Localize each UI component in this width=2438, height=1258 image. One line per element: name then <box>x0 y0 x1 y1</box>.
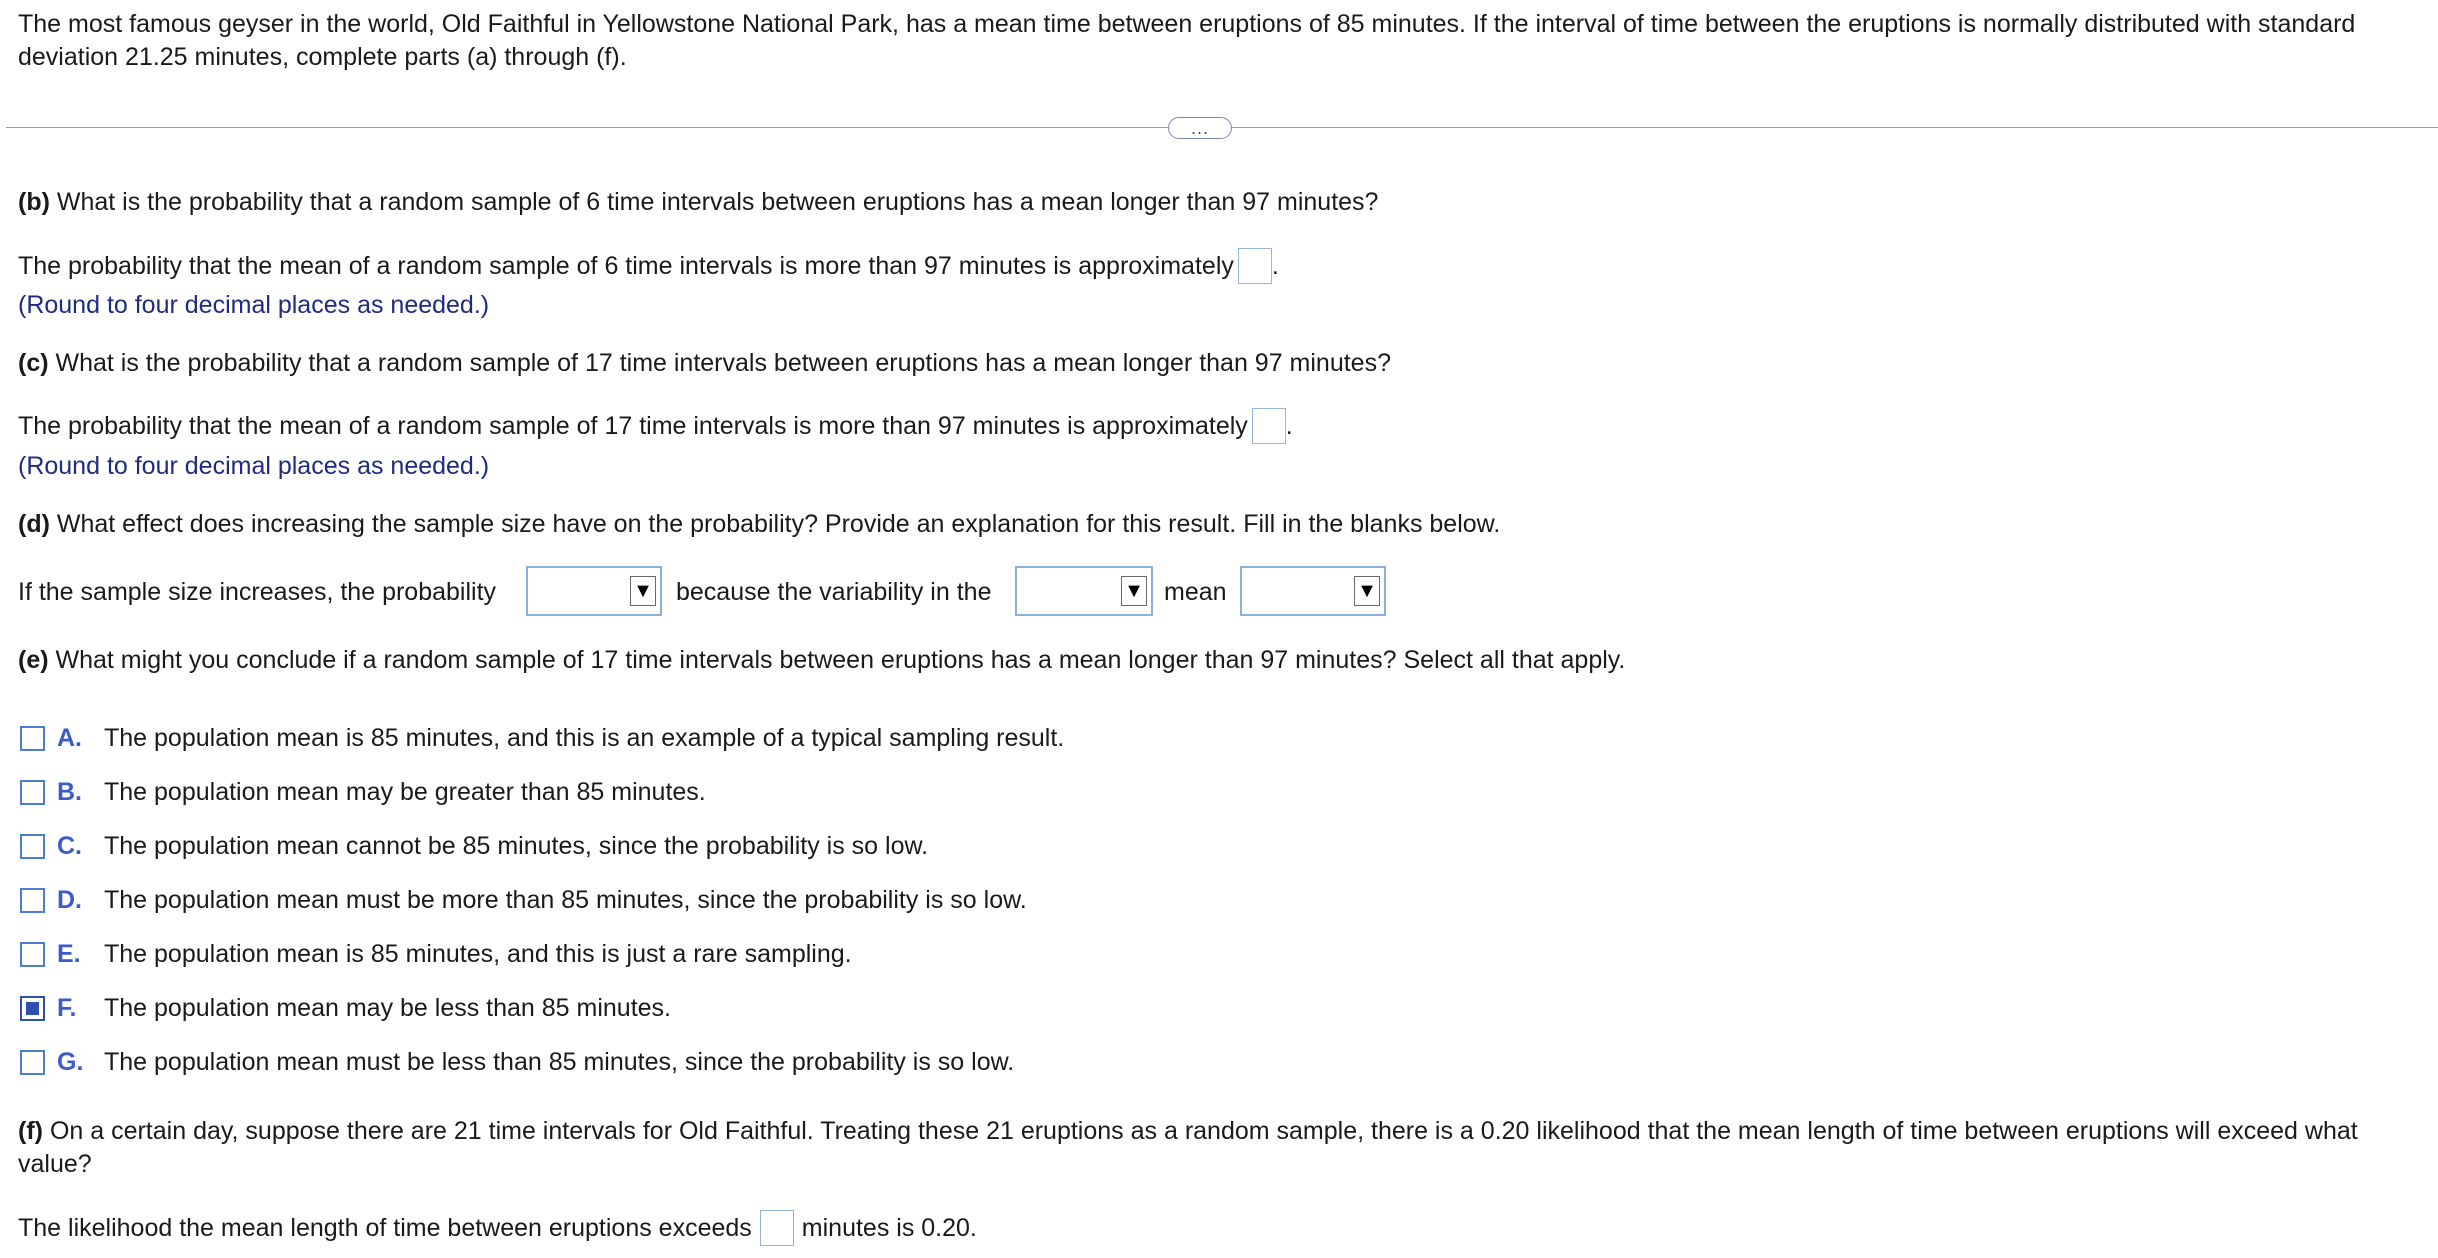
dropdown-arrow-icon: ▼ <box>1354 576 1380 606</box>
option-c-checkbox[interactable] <box>20 834 45 859</box>
part-b-question <box>18 188 1378 217</box>
option-c-text: The population mean cannot be 85 minutes, since the probability is so low. <box>104 831 929 860</box>
option-a-letter: A. <box>57 723 82 752</box>
dropdown-arrow-icon: ▼ <box>1121 576 1147 606</box>
dropdown-arrow-icon: ▼ <box>630 576 656 606</box>
variability-dropdown[interactable] <box>1015 566 1153 616</box>
part-b-label: (b) <box>18 188 50 216</box>
part-e-question-text: What might you conclude if a random sample of 17 time intervals between eruptions has a mean longer than 97 minutes? Select all that apply. <box>55 646 1626 674</box>
option-b-checkbox[interactable] <box>20 780 45 805</box>
more-button[interactable]: ... <box>1168 117 1232 139</box>
option-e-text: The population mean is 85 minutes, and this is just a rare sampling. <box>104 939 852 968</box>
option-d[interactable] <box>20 885 1027 915</box>
part-c-answer-line: The probability that the mean of a random sample of 17 time intervals is more than 97 minutes is approximately . <box>18 408 1293 444</box>
option-d-text: The population mean must be more than 85 minutes, since the probability is so low. <box>104 885 1027 914</box>
part-d-text-3: mean <box>1164 578 1227 606</box>
option-b-text: The population mean may be greater than 85 minutes. <box>104 777 706 806</box>
part-f-text-1: The likelihood the mean length of time between eruptions exceeds <box>18 1213 752 1242</box>
part-b-answer-line: The probability that the mean of a random sample of 6 time intervals is more than 97 minutes is approximately . <box>18 248 1279 284</box>
part-b-question-text: What is the probability that a random sample of 6 time intervals between eruptions has a mean longer than 97 minutes? <box>56 188 1379 216</box>
part-f-text-2: minutes is 0.20. <box>801 1213 977 1242</box>
option-e-letter: E. <box>57 939 81 968</box>
part-c-question-text: What is the probability that a random sample of 17 time intervals between eruptions has a mean longer than 97 minutes? <box>55 349 1391 377</box>
option-f-letter: F. <box>57 993 77 1022</box>
option-a-checkbox[interactable] <box>20 726 45 751</box>
part-b-hint: (Round to four decimal places as needed.) <box>18 291 490 319</box>
mean-effect-dropdown[interactable] <box>1240 566 1386 616</box>
option-a[interactable] <box>20 723 1064 753</box>
part-d-text-2: because the variability in the <box>676 578 992 606</box>
option-g-letter: G. <box>57 1047 84 1076</box>
option-f-text: The population mean may be less than 85 minutes. <box>104 993 672 1022</box>
part-e-label: (e) <box>18 646 49 674</box>
option-g[interactable] <box>20 1047 1014 1077</box>
part-c-question <box>18 349 1391 378</box>
part-d-text-1: If the sample size increases, the probability <box>18 578 497 606</box>
option-a-text: The population mean is 85 minutes, and this is an example of a typical sampling result. <box>104 723 1065 752</box>
part-b-answer-text: The probability that the mean of a random sample of 6 time intervals is more than 97 minutes is approximately <box>18 251 1234 280</box>
option-g-text: The population mean must be less than 85 minutes, since the probability is so low. <box>104 1047 1015 1076</box>
option-e[interactable] <box>20 939 852 969</box>
option-c-letter: C. <box>57 831 82 860</box>
part-c-label: (c) <box>18 349 49 377</box>
option-d-letter: D. <box>57 885 82 914</box>
part-f-answer-input[interactable] <box>760 1210 794 1246</box>
checked-mark-icon <box>26 1002 39 1015</box>
part-f-answer-line <box>18 1210 977 1246</box>
option-c[interactable] <box>20 831 928 861</box>
option-f-checkbox[interactable] <box>20 996 45 1021</box>
part-b-answer-input[interactable] <box>1238 248 1272 284</box>
option-f[interactable] <box>20 993 671 1023</box>
part-d-question-text: What effect does increasing the sample size have on the probability? Provide an explanation for this result. Fill in the blanks below. <box>56 510 1501 538</box>
option-e-checkbox[interactable] <box>20 942 45 967</box>
part-e-question <box>18 646 1625 675</box>
part-f-label: (f) <box>18 1117 43 1145</box>
part-d-question <box>18 510 1500 539</box>
part-f-question <box>18 1115 2418 1181</box>
part-c-answer-input[interactable] <box>1252 408 1286 444</box>
probability-change-dropdown[interactable] <box>526 566 662 616</box>
option-b-letter: B. <box>57 777 82 806</box>
option-b[interactable] <box>20 777 706 807</box>
part-d-label: (d) <box>18 510 50 538</box>
option-d-checkbox[interactable] <box>20 888 45 913</box>
problem-intro: The most famous geyser in the world, Old Faithful in Yellowstone National Park, has a mean time between eruptions of 85 minutes. If the interval of time between the eruptions is normally distributed with standard deviation 21.25 minutes, complete parts (a) through (f). <box>18 10 2356 71</box>
part-c-answer-text: The probability that the mean of a random sample of 17 time intervals is more than 97 minutes is approximately <box>18 411 1248 440</box>
part-c-hint: (Round to four decimal places as needed.) <box>18 452 490 480</box>
part-f-question-text: On a certain day, suppose there are 21 time intervals for Old Faithful. Treating these 21 eruptions as a random sample, there is a 0.20 likelihood that the mean length of time between eruptions will exceed what value? <box>18 1117 2358 1178</box>
option-g-checkbox[interactable] <box>20 1050 45 1075</box>
